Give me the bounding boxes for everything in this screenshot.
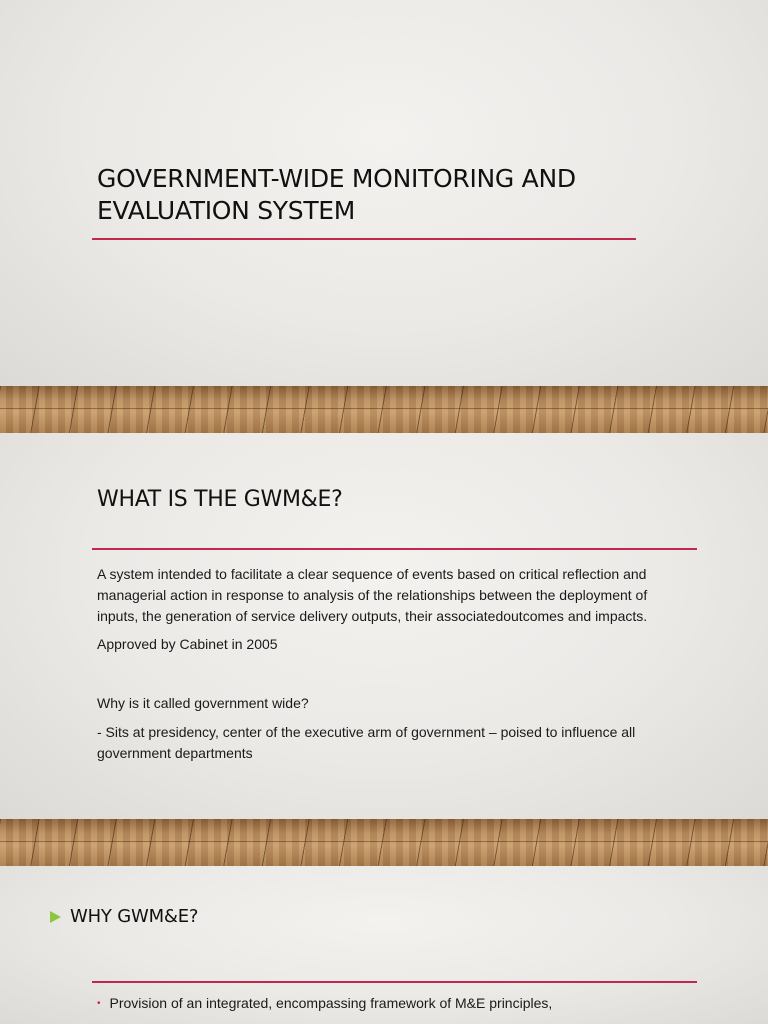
slide-1 xyxy=(0,0,768,386)
title-divider xyxy=(92,548,697,550)
title-divider xyxy=(92,238,636,240)
title-divider xyxy=(92,981,697,983)
list-item xyxy=(97,993,737,1016)
question-paragraph: Why is it called government wide? xyxy=(97,695,309,711)
definition-paragraph: A system intended to facilitate a clear sequence of events based on critical reflection and managerial action in response to analysis of the relationships between the deployment of inputs, the generation of service delivery outputs, their associatedoutcomes and impacts. xyxy=(97,566,648,624)
wood-floor-divider xyxy=(0,819,768,866)
slide-1-title: GOVERNMENT-WIDE MONITORING AND EVALUATION SYSTEM xyxy=(97,164,576,225)
wood-floor-divider xyxy=(0,386,768,433)
bullet-text: Provision of an integrated, encompassing framework of M&E principles, xyxy=(109,995,553,1011)
arrow-right-icon xyxy=(50,911,61,923)
slide-2-title: WHAT IS THE GWM&E? xyxy=(97,487,343,512)
approval-paragraph: Approved by Cabinet in 2005 xyxy=(97,636,278,652)
slide-3-title: WHY GWM&E? xyxy=(70,906,199,927)
answer-paragraph: - Sits at presidency, center of the executive arm of government – poised to influence all government departments xyxy=(97,724,636,761)
bullet-icon: • xyxy=(97,998,101,1009)
